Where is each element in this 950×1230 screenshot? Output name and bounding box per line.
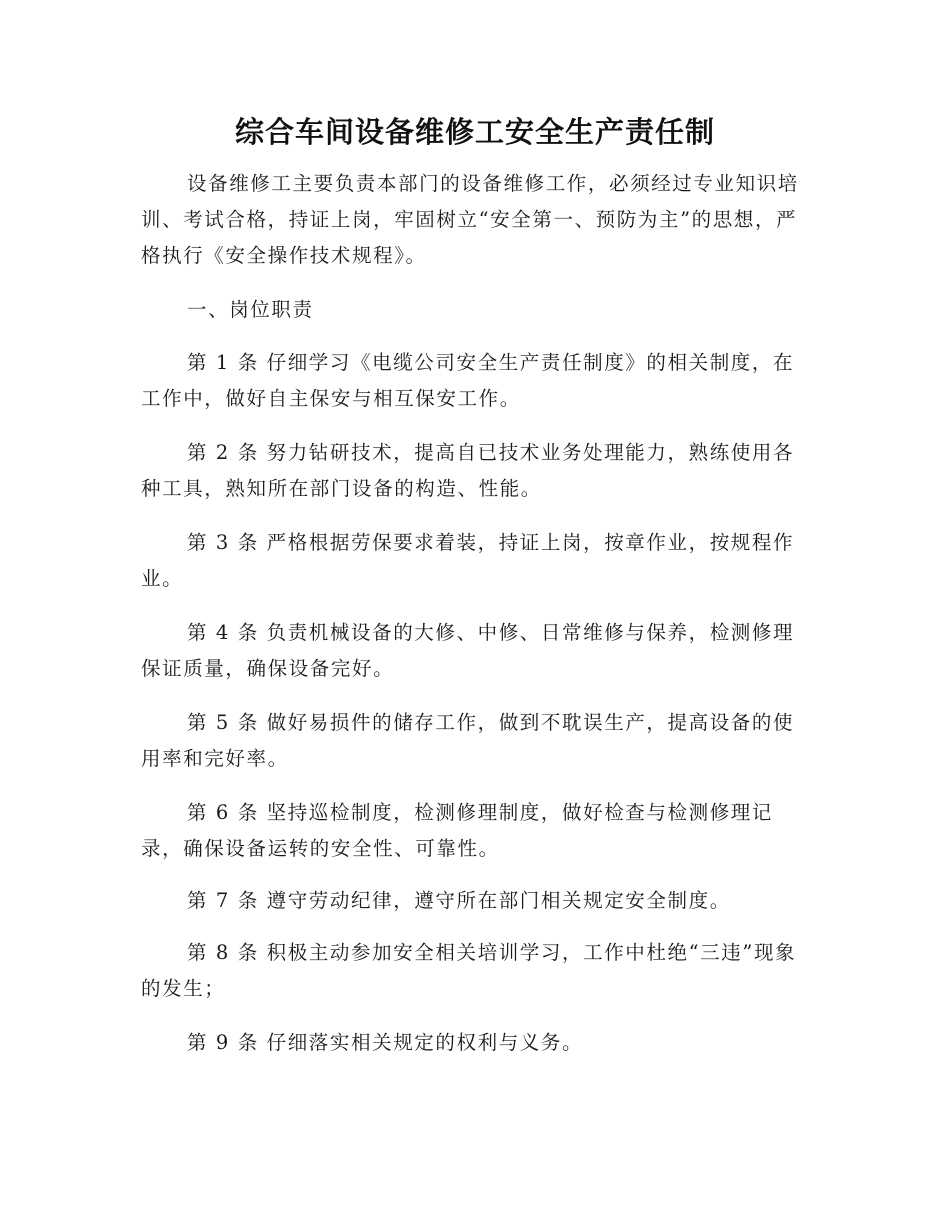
article-5: 第 5 条 做好易损件的储存工作，做到不耽误生产，提高设备的使用率和完好率。	[141, 711, 795, 770]
article-7: 第 7 条 遵守劳动纪律，遵守所在部门相关规定安全制度。	[187, 889, 731, 912]
article-9: 第 9 条 仔细落实相关规定的权利与义务。	[187, 1031, 584, 1054]
article-4: 第 4 条 负责机械设备的大修、中修、日常维修与保养，检测修理保证质量，确保设备完好。	[141, 621, 795, 680]
document-title: 综合车间设备维修工安全生产责任制	[234, 115, 715, 149]
article-2: 第 2 条 努力钻研技术，提高自已技术业务处理能力，熟练使用各种工具，熟知所在部门设备的构造、性能。	[141, 441, 795, 500]
article-8: 第 8 条 积极主动参加安全相关培训学习，工作中杜绝“三违”现象的发生；	[141, 941, 797, 1000]
intro-paragraph: 设备维修工主要负责本部门的设备维修工作，必须经过专业知识培训、考试合格，持证上岗，牢固树立“安全第一、预防为主”的思想，严格执行《安全操作技术规程》。	[141, 172, 799, 267]
section-heading: 一、岗位职责	[187, 298, 314, 321]
article-3: 第 3 条 严格根据劳保要求着装，持证上岗，按章作业，按规程作业。	[141, 531, 795, 590]
article-1: 第 1 条 仔细学习《电缆公司安全生产责任制度》的相关制度，在工作中，做好自主保安与相互保安工作。	[141, 351, 795, 410]
article-6: 第 6 条 坚持巡检制度，检测修理制度，做好检查与检测修理记录，确保设备运转的安全性、可靠性。	[141, 801, 774, 860]
